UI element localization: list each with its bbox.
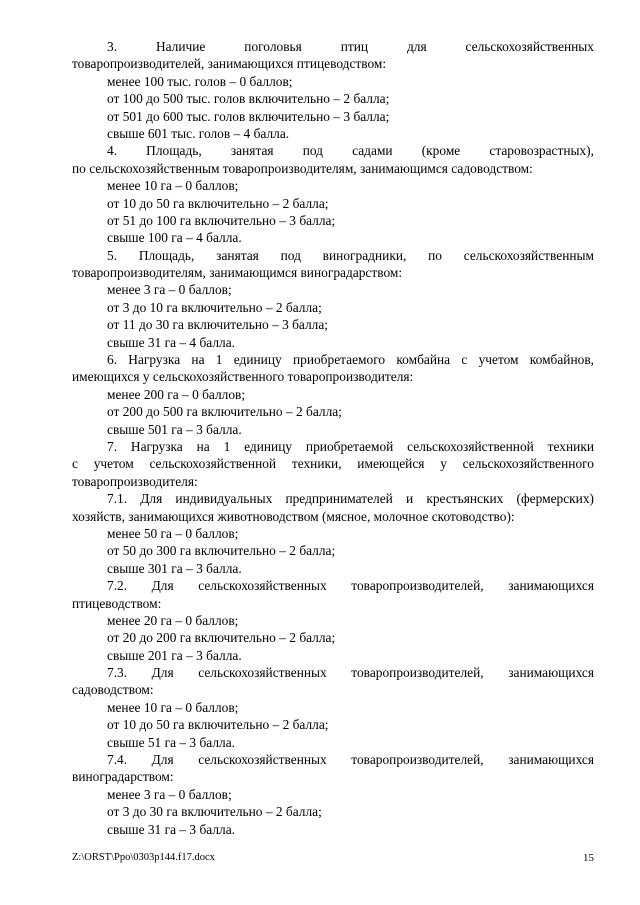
- text-line: свыше 100 га – 4 балла.: [107, 230, 242, 246]
- text-line: менее 100 тыс. голов – 0 баллов;: [107, 73, 293, 89]
- text-line: от 100 до 500 тыс. голов включительно – 2 балла;: [107, 91, 390, 107]
- text-line: 7.3. Для сельскохозяйственных товаропроизводителей, занимающихся: [107, 665, 594, 681]
- footer-page-number: 15: [583, 852, 594, 864]
- text-line: от 10 до 50 га включительно – 2 балла;: [107, 717, 329, 733]
- document-body: [72, 38, 594, 838]
- text-line: от 11 до 30 га включительно – 3 балла;: [107, 317, 329, 333]
- text-line: от 20 до 200 га включительно – 2 балла;: [107, 630, 336, 646]
- text-line: садоводством:: [72, 682, 154, 698]
- text-line: 7.2. Для сельскохозяйственных товаропроизводителей, занимающихся: [107, 578, 594, 594]
- text-line: свыше 201 га – 3 балла.: [107, 647, 242, 663]
- text-line: птицеводством:: [72, 595, 162, 611]
- text-line: от 200 до 500 га включительно – 2 балла;: [107, 404, 342, 420]
- text-line: 7.4. Для сельскохозяйственных товаропроизводителей, занимающихся: [107, 752, 594, 768]
- text-line: от 3 до 10 га включительно – 2 балла;: [107, 299, 322, 315]
- text-line: виноградарством:: [72, 769, 174, 785]
- text-line: товаропроизводителям, занимающимся виноградарством:: [72, 265, 403, 281]
- text-line: от 10 до 50 га включительно – 2 балла;: [107, 195, 329, 211]
- text-line: 7.1. Для индивидуальных предпринимателей и крестьянских (фермерских): [107, 491, 594, 507]
- text-line: 3. Наличие поголовья птиц для сельскохозяйственных: [107, 39, 594, 54]
- text-line: с учетом сельскохозяйственной техники, имеющейся у сельскохозяйственного: [72, 456, 594, 472]
- text-line: свыше 51 га – 3 балла.: [107, 734, 236, 750]
- text-line: 7. Нагрузка на 1 единицу приобретаемой сельскохозяйственной техники: [107, 438, 594, 454]
- text-line: от 3 до 30 га включительно – 2 балла;: [107, 804, 322, 820]
- text-line: менее 3 га – 0 баллов;: [107, 282, 232, 298]
- text-line: по сельскохозяйственным товаропроизводителям, занимающимся садоводством:: [72, 160, 533, 176]
- text-line: товаропроизводителей, занимающихся птицеводством:: [72, 56, 387, 72]
- text-line: свыше 501 га – 3 балла.: [107, 421, 242, 437]
- text-line: свыше 31 га – 3 балла.: [107, 821, 236, 837]
- text-line: менее 3 га – 0 баллов;: [107, 786, 232, 802]
- page-footer: [72, 850, 594, 866]
- text-line: от 50 до 300 га включительно – 2 балла;: [107, 543, 336, 559]
- text-line: от 51 до 100 га включительно – 3 балла;: [107, 212, 336, 228]
- text-line: 4. Площадь, занятая под садами (кроме старовозрастных),: [107, 143, 594, 159]
- text-line: менее 10 га – 0 баллов;: [107, 178, 239, 194]
- text-line: менее 20 га – 0 баллов;: [107, 612, 239, 628]
- text-line: свыше 301 га – 3 балла.: [107, 560, 242, 576]
- text-line: 5. Площадь, занятая под виноградники, по сельскохозяйственным: [107, 247, 594, 263]
- text-line: имеющихся у сельскохозяйственного товаропроизводителя:: [72, 369, 414, 385]
- text-line: свыше 601 тыс. голов – 4 балла.: [107, 125, 290, 141]
- text-line: хозяйств, занимающихся животноводством (мясное, молочное скотоводство):: [72, 508, 515, 524]
- text-line: менее 10 га – 0 баллов;: [107, 699, 239, 715]
- footer-file-path: Z:\ORST\Ppo\0303p144.f17.docx: [72, 852, 215, 863]
- text-line: свыше 31 га – 4 балла.: [107, 334, 236, 350]
- text-line: менее 50 га – 0 баллов;: [107, 525, 239, 541]
- text-line: менее 200 га – 0 баллов;: [107, 386, 246, 402]
- text-line: товаропроизводителя:: [72, 473, 198, 489]
- text-line: от 501 до 600 тыс. голов включительно – 3 балла;: [107, 108, 390, 124]
- text-line: 6. Нагрузка на 1 единицу приобретаемого комбайна с учетом комбайнов,: [107, 352, 594, 368]
